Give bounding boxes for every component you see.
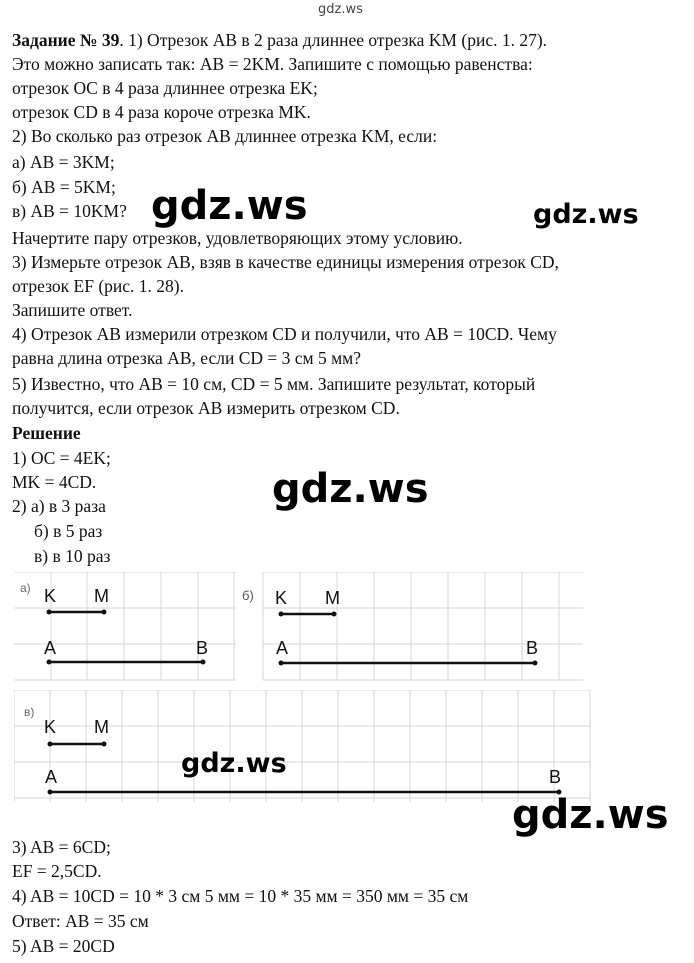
point-k-c <box>48 742 53 747</box>
task-line-12: Запишите ответ. <box>12 300 133 320</box>
task-line-4: отрезок CD в 4 раза короче отрезка MK. <box>12 102 311 122</box>
task-line-10: 3) Измерьте отрезок AB, взяв в качестве единицы измерения отрезок CD, <box>12 252 559 272</box>
task-line-13: 4) Отрезок AB измерили отрезком CD и получили, что AB = 10CD. Чему <box>12 324 557 344</box>
task-line-16: получится, если отрезок AB измерить отрезком CD. <box>12 398 400 418</box>
watermark-1: gdz.ws <box>151 183 308 229</box>
point-b-b <box>533 661 538 666</box>
task-line-6: а) AB = 3KM; <box>12 152 115 172</box>
figure-a-label-m: M <box>94 586 109 606</box>
solution-heading: Решение <box>12 423 81 443</box>
figure-b-tag: б) <box>242 588 254 603</box>
figure-c-label-a: A <box>45 767 58 787</box>
task-line-14: равна длина отрезка AB, если CD = 3 см 5 мм? <box>12 348 362 368</box>
solution-line-10: 5) AB = 20CD <box>12 936 115 956</box>
figure-c <box>14 690 594 810</box>
task-line-2: Это можно записать так: AB = 2KM. Запишите с помощью равенства: <box>12 54 533 74</box>
figure-c-label-k: K <box>44 717 57 737</box>
solution-line-2: MK = 4CD. <box>12 472 97 492</box>
watermark-5: gdz.ws <box>512 792 669 838</box>
solution-line-9: Ответ: AB = 35 см <box>12 911 149 931</box>
figure-a-tag: а) <box>20 581 31 595</box>
solution-line-6: 3) AB = 6CD; <box>12 837 111 857</box>
task-line-8: в) AB = 10KM? <box>12 201 127 221</box>
figure-c-label-m: M <box>94 717 109 737</box>
figure-b-label-a: A <box>276 638 289 658</box>
figure-c-label-b: B <box>549 767 562 787</box>
point-b-a <box>201 660 206 665</box>
task-line-1-text: . 1) Отрезок AB в 2 раза длиннее отрезка KM (рис. 1. 27). <box>119 30 548 50</box>
task-line-3: отрезок OC в 4 раза длиннее отрезка EK; <box>12 78 318 98</box>
solution-line-8: 4) AB = 10CD = 10 * 3 см 5 мм = 10 * 35 мм = 350 мм = 35 см <box>12 886 469 906</box>
point-k-b <box>279 612 284 617</box>
point-a-b <box>279 661 284 666</box>
point-m-a <box>102 610 107 615</box>
solution-line-4: б) в 5 раз <box>34 521 103 541</box>
figure-c-tag: в) <box>24 705 35 719</box>
task-line-1 <box>12 28 547 52</box>
task-line-11: отрезок EF (рис. 1. 28). <box>12 276 185 296</box>
figure-b <box>238 572 588 684</box>
task-line-7: б) AB = 5KM; <box>12 177 116 197</box>
point-a-a <box>47 660 52 665</box>
point-a-c <box>48 790 53 795</box>
figure-a-label-k: K <box>44 586 57 606</box>
figure-a-svg <box>14 572 238 684</box>
solution-line-7: EF = 2,5CD. <box>12 861 102 881</box>
task-line-9: Начертите пару отрезков, удовлетворяющих этому условию. <box>12 228 463 248</box>
figure-a-label-b: B <box>196 638 209 658</box>
figure-c-svg <box>14 690 594 810</box>
watermark-top: gdz.ws <box>318 2 363 17</box>
solution-line-5: в) в 10 раз <box>34 546 111 566</box>
figure-c-grid <box>14 690 590 802</box>
point-k-a <box>47 610 52 615</box>
figure-b-label-m: M <box>325 588 340 608</box>
figure-a <box>14 572 238 684</box>
figure-b-label-k: K <box>275 588 288 608</box>
figure-a-label-a: A <box>44 638 57 658</box>
watermark-4: gdz.ws <box>181 748 287 779</box>
task-line-5: 2) Во сколько раз отрезок AB длиннее отрезка KM, если: <box>12 126 438 146</box>
point-m-c <box>102 742 107 747</box>
solution-line-3: 2) а) в 3 раза <box>12 496 106 516</box>
figure-b-label-b: B <box>526 638 539 658</box>
task-line-15: 5) Известно, что AB = 10 см, CD = 5 мм. Запишите результат, который <box>12 374 536 394</box>
figure-b-svg <box>238 572 588 684</box>
task-heading: Задание № 39 <box>12 30 120 50</box>
watermark-2: gdz.ws <box>533 199 639 230</box>
watermark-3: gdz.ws <box>272 466 429 512</box>
point-m-b <box>332 612 337 617</box>
solution-line-1: 1) OC = 4EK; <box>12 448 111 468</box>
